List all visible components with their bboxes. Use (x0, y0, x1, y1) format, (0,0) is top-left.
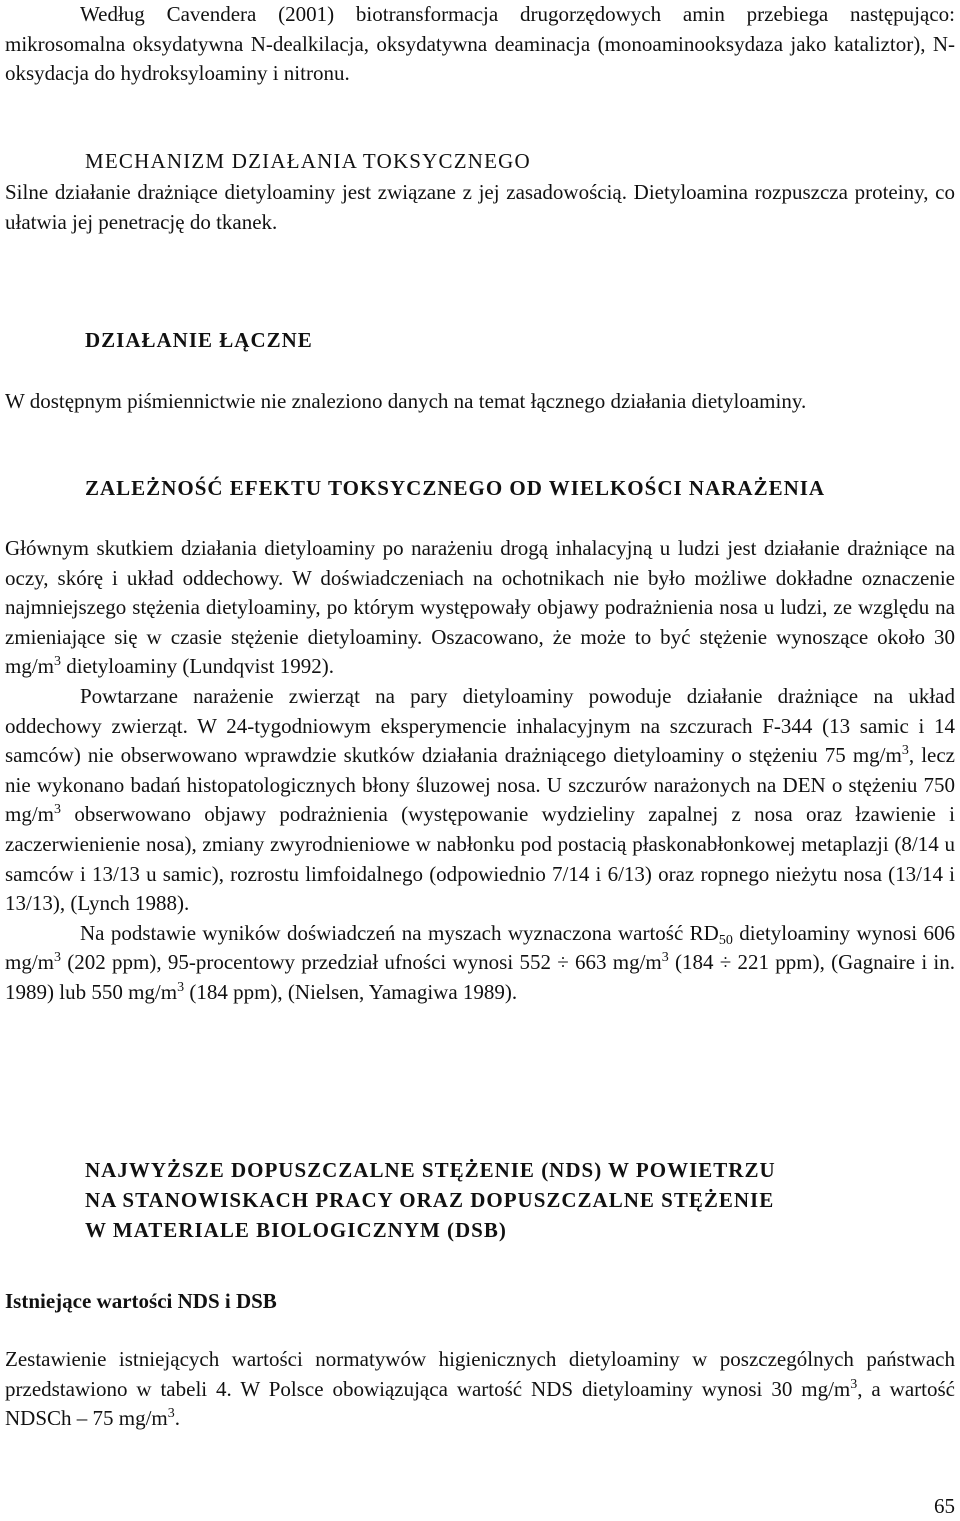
heading-combined-action: DZIAŁANIE ŁĄCZNE (85, 328, 313, 352)
nds-paragraph: Zestawienie istniejących wartości normatywów higienicznych dietyloaminy w poszczególnych państwach przedstawiono w tabeli 4. W Polsce obowiązująca wartość NDS dietyloaminy wynosi 30 $mg/m^3$, a wartość NDSCh – 75 $mg/m^3$. (5, 1347, 955, 1431)
heading-mechanism: MECHANIZM DZIAŁANIA TOKSYCZNEGO (85, 149, 531, 173)
dose-effect-body (5, 534, 955, 1008)
heading-nds: NAJWYŻSZE DOPUSZCZALNE STĘŻENIE (NDS) W POWIETRZU NA STANOWISKACH PRACY ORAZ DOPUSZCZALNE STĘŻENIE W MATERIALE BIOLOGICZNYM (DSB) (85, 1158, 776, 1242)
combined-paragraph: W dostępnym piśmiennictwie nie znaleziono danych na temat łącznego działania dietyloaminy. (5, 389, 807, 413)
heading-dose-effect: ZALEŻNOŚĆ EFEKTU TOKSYCZNEGO OD WIELKOŚCI NARAŻENIA (85, 476, 826, 500)
intro-paragraph: Według Cavendera (2001) biotransformacja drugorzędowych amin przebiega następująco: mikrosomalna oksydatywna N-dealkilacja, oksydatywna deaminacja (monoaminooksydaza jako kataliztor), N-oksydacja do hydroksyloaminy i nitronu. (5, 2, 955, 86)
page-number: 65 (934, 1494, 955, 1518)
mechanism-paragraph: Silne działanie drażniące dietyloaminy jest związane z jej zasadowością. Dietyloamina rozpuszcza proteiny, co ułatwia jej penetrację do tkanek. (5, 180, 955, 234)
dose-effect-paragraph-1: Głównym skutkiem działania dietyloaminy po narażeniu drogą inhalacyjną u ludzi jest działanie drażniące na oczy, skórę i układ oddechowy. W doświadczeniach na ochotnikach nie było możliwe dokładne oznaczenie najmniejszego stężenia dietyloaminy, po którym występowały objawy podrażnienia nosa u ludzi, ze względu na zmieniające się w czasie stężenie dietyloaminy. Oszacowano, że może to być stężenie wynoszące około 30 $mg/m^3$ dietyloaminy (Lundqvist 1992). (5, 536, 955, 679)
dose-effect-paragraph-3: Na podstawie wyników doświadczeń na myszach wyznaczona wartość $RD_{50}$ dietyloaminy wynosi 606 $mg/m^3$ (202 ppm), 95-procentowy przedział ufności wynosi 552 ÷ 663 $mg/m^3$ (184 ÷ 221 ppm), (Gagnaire i in. 1989) lub 550 $mg/m^3$ (184 ppm), (Nielsen, Yamagiwa 1989). (5, 920, 956, 1004)
subheading-existing-values: Istniejące wartości NDS i DSB (5, 1289, 277, 1313)
dose-effect-paragraph-2: Powtarzane narażenie zwierząt na pary dietyloaminy powoduje działanie drażniące na układ oddechowy zwierząt. W 24-tygodniowym eksperymencie inhalacyjnym na szczurach F-344 (13 samic i 14 samców) nie obserwowano wprawdzie skutków działania drażniącego dietyloaminy o stężeniu 75 $mg/m^3$, lecz nie wykonano badań histopatologicznych błony śluzowej nosa. U szczurów narażonych na DEN o stężeniu 750 $mg/m^3$ obserwowano objawy podrażnienia (występowanie wydzieliny zapalnej z nosa oraz łzawienie i zaczerwienienie nosa), zmiany zwyrodnieniowe w nabłonku pod postacią płaskonabłonkowej metaplazji (8/14 u samców i 13/13 u samic), rozrostu limfoidalnego (odpowiednio 7/14 i 6/13) oraz ropnego nieżytu nosa (13/14 i 13/13), (Lynch 1988). (5, 683, 956, 916)
